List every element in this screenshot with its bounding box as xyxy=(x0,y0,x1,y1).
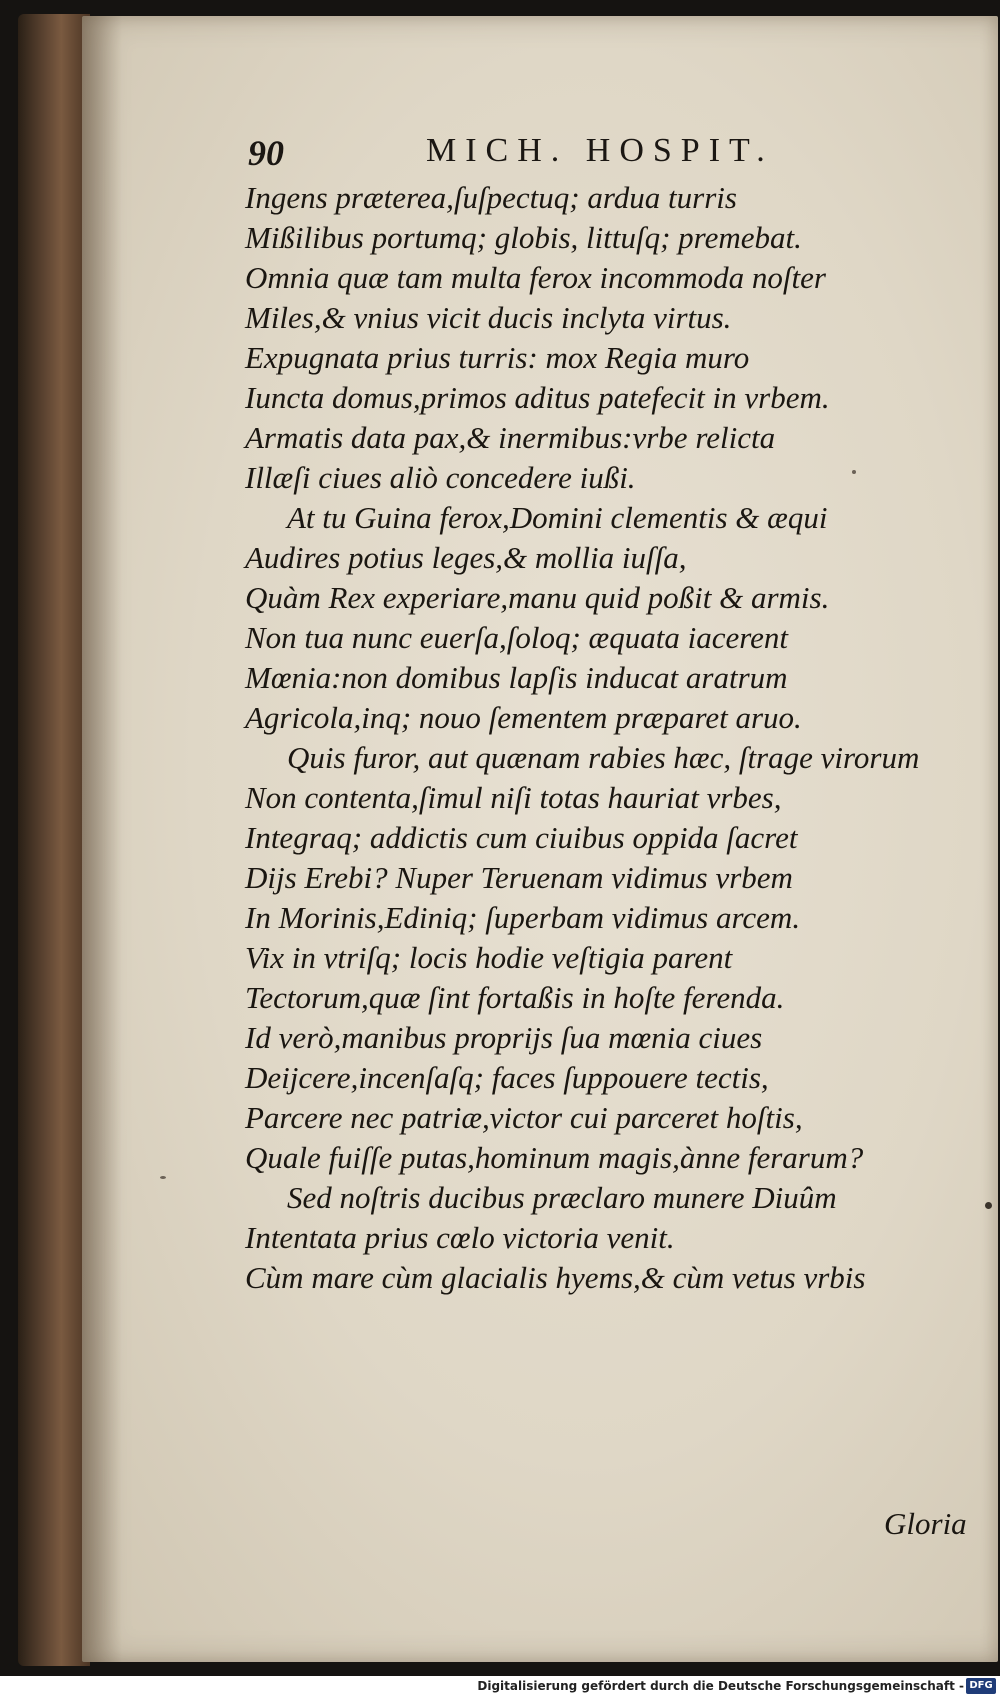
verse-line: Quis furor, aut quӕnam rabies hӕc, ſtrage virorum xyxy=(287,740,920,775)
verse-line: Audires potius leges,& mollia iuſſa, xyxy=(245,540,687,575)
verse-line: Armatis data pax,& inermibus:vrbe relicta xyxy=(245,420,776,455)
verse-line: Illӕſi ciues aliò concedere iußi. xyxy=(245,460,636,495)
verse-line: Cùm mare cùm glacialis hyems,& cùm vetus vrbis xyxy=(245,1260,866,1295)
verse-line: Iuncta domus,primos aditus patefecit in vrbem. xyxy=(245,380,830,415)
verse-line: Quàm Rex experiare,manu quid poßit & armis. xyxy=(245,580,830,615)
verse-line: Parcere nec patriӕ,victor cui parceret hoſtis, xyxy=(245,1100,803,1135)
verse-line: Quale fuiſſe putas,hominum magis,ànne ferarum? xyxy=(245,1140,864,1175)
page-number: 90 xyxy=(248,133,284,173)
page-gutter-shadow xyxy=(82,16,122,1662)
verse-line: In Morinis,Ediniq; ſuperbam vidimus arcem. xyxy=(245,900,801,935)
catchword: Gloria xyxy=(884,1506,967,1541)
verse-line: Expugnata prius turris: mox Regia muro xyxy=(245,340,750,375)
dfg-logo: DFG xyxy=(966,1678,996,1694)
verse-line: Non tua nunc euerſa,ſoloq; ӕquata iacerent xyxy=(245,620,788,655)
verse-line: Mœnia:non domibus lapſis inducat aratrum xyxy=(245,660,788,695)
verse-line: Dijs Erebi? Nuper Teruenam vidimus vrbem xyxy=(245,860,793,895)
verse-line: Vix in vtriſq; locis hodie veſtigia parent xyxy=(245,940,733,975)
verse-line: Agricola,inq; nouo ſementem prӕparet aruo. xyxy=(245,700,802,735)
book-spine-edge xyxy=(18,14,90,1666)
verse-line: Miles,& vnius vicit ducis inclyta virtus. xyxy=(245,300,732,335)
page-header xyxy=(248,128,828,178)
verse-line: Integraq; addictis cum ciuibus oppida ſacret xyxy=(245,820,798,855)
verse-line: Id verò,manibus proprijs ſua mœnia ciues xyxy=(245,1020,763,1055)
verse-line: Tectorum,quӕ ſint fortaßis in hoſte ferenda. xyxy=(245,980,785,1015)
digitization-credit: Digitalisierung gefördert durch die Deutsche Forschungsgemeinschaft - xyxy=(477,1679,964,1693)
paper-speck xyxy=(985,1202,992,1209)
verse-line: Mißilibus portumq; globis, littuſq; premebat. xyxy=(245,220,802,255)
verse-line: Non contenta,ſimul niſi totas hauriat vrbes, xyxy=(245,780,782,815)
verse-text xyxy=(245,178,970,1298)
verse-line: Omnia quӕ tam multa ferox incommoda noſter xyxy=(245,260,826,295)
verse-line: At tu Guina ferox,Domini clementis & ӕqui xyxy=(287,500,828,535)
verse-line: Intentata prius cœlo victoria venit. xyxy=(245,1220,675,1255)
verse-line: Ingens prӕterea,ſuſpectuq; ardua turris xyxy=(245,180,737,215)
verse-line: Sed noſtris ducibus prӕclaro munere Diuûm xyxy=(287,1180,837,1215)
verse-line: Deijcere,incenſaſq; faces ſuppouere tectis, xyxy=(245,1060,769,1095)
running-head: MICH. HOSPIT. xyxy=(426,132,774,169)
paper-speck xyxy=(160,1176,166,1179)
